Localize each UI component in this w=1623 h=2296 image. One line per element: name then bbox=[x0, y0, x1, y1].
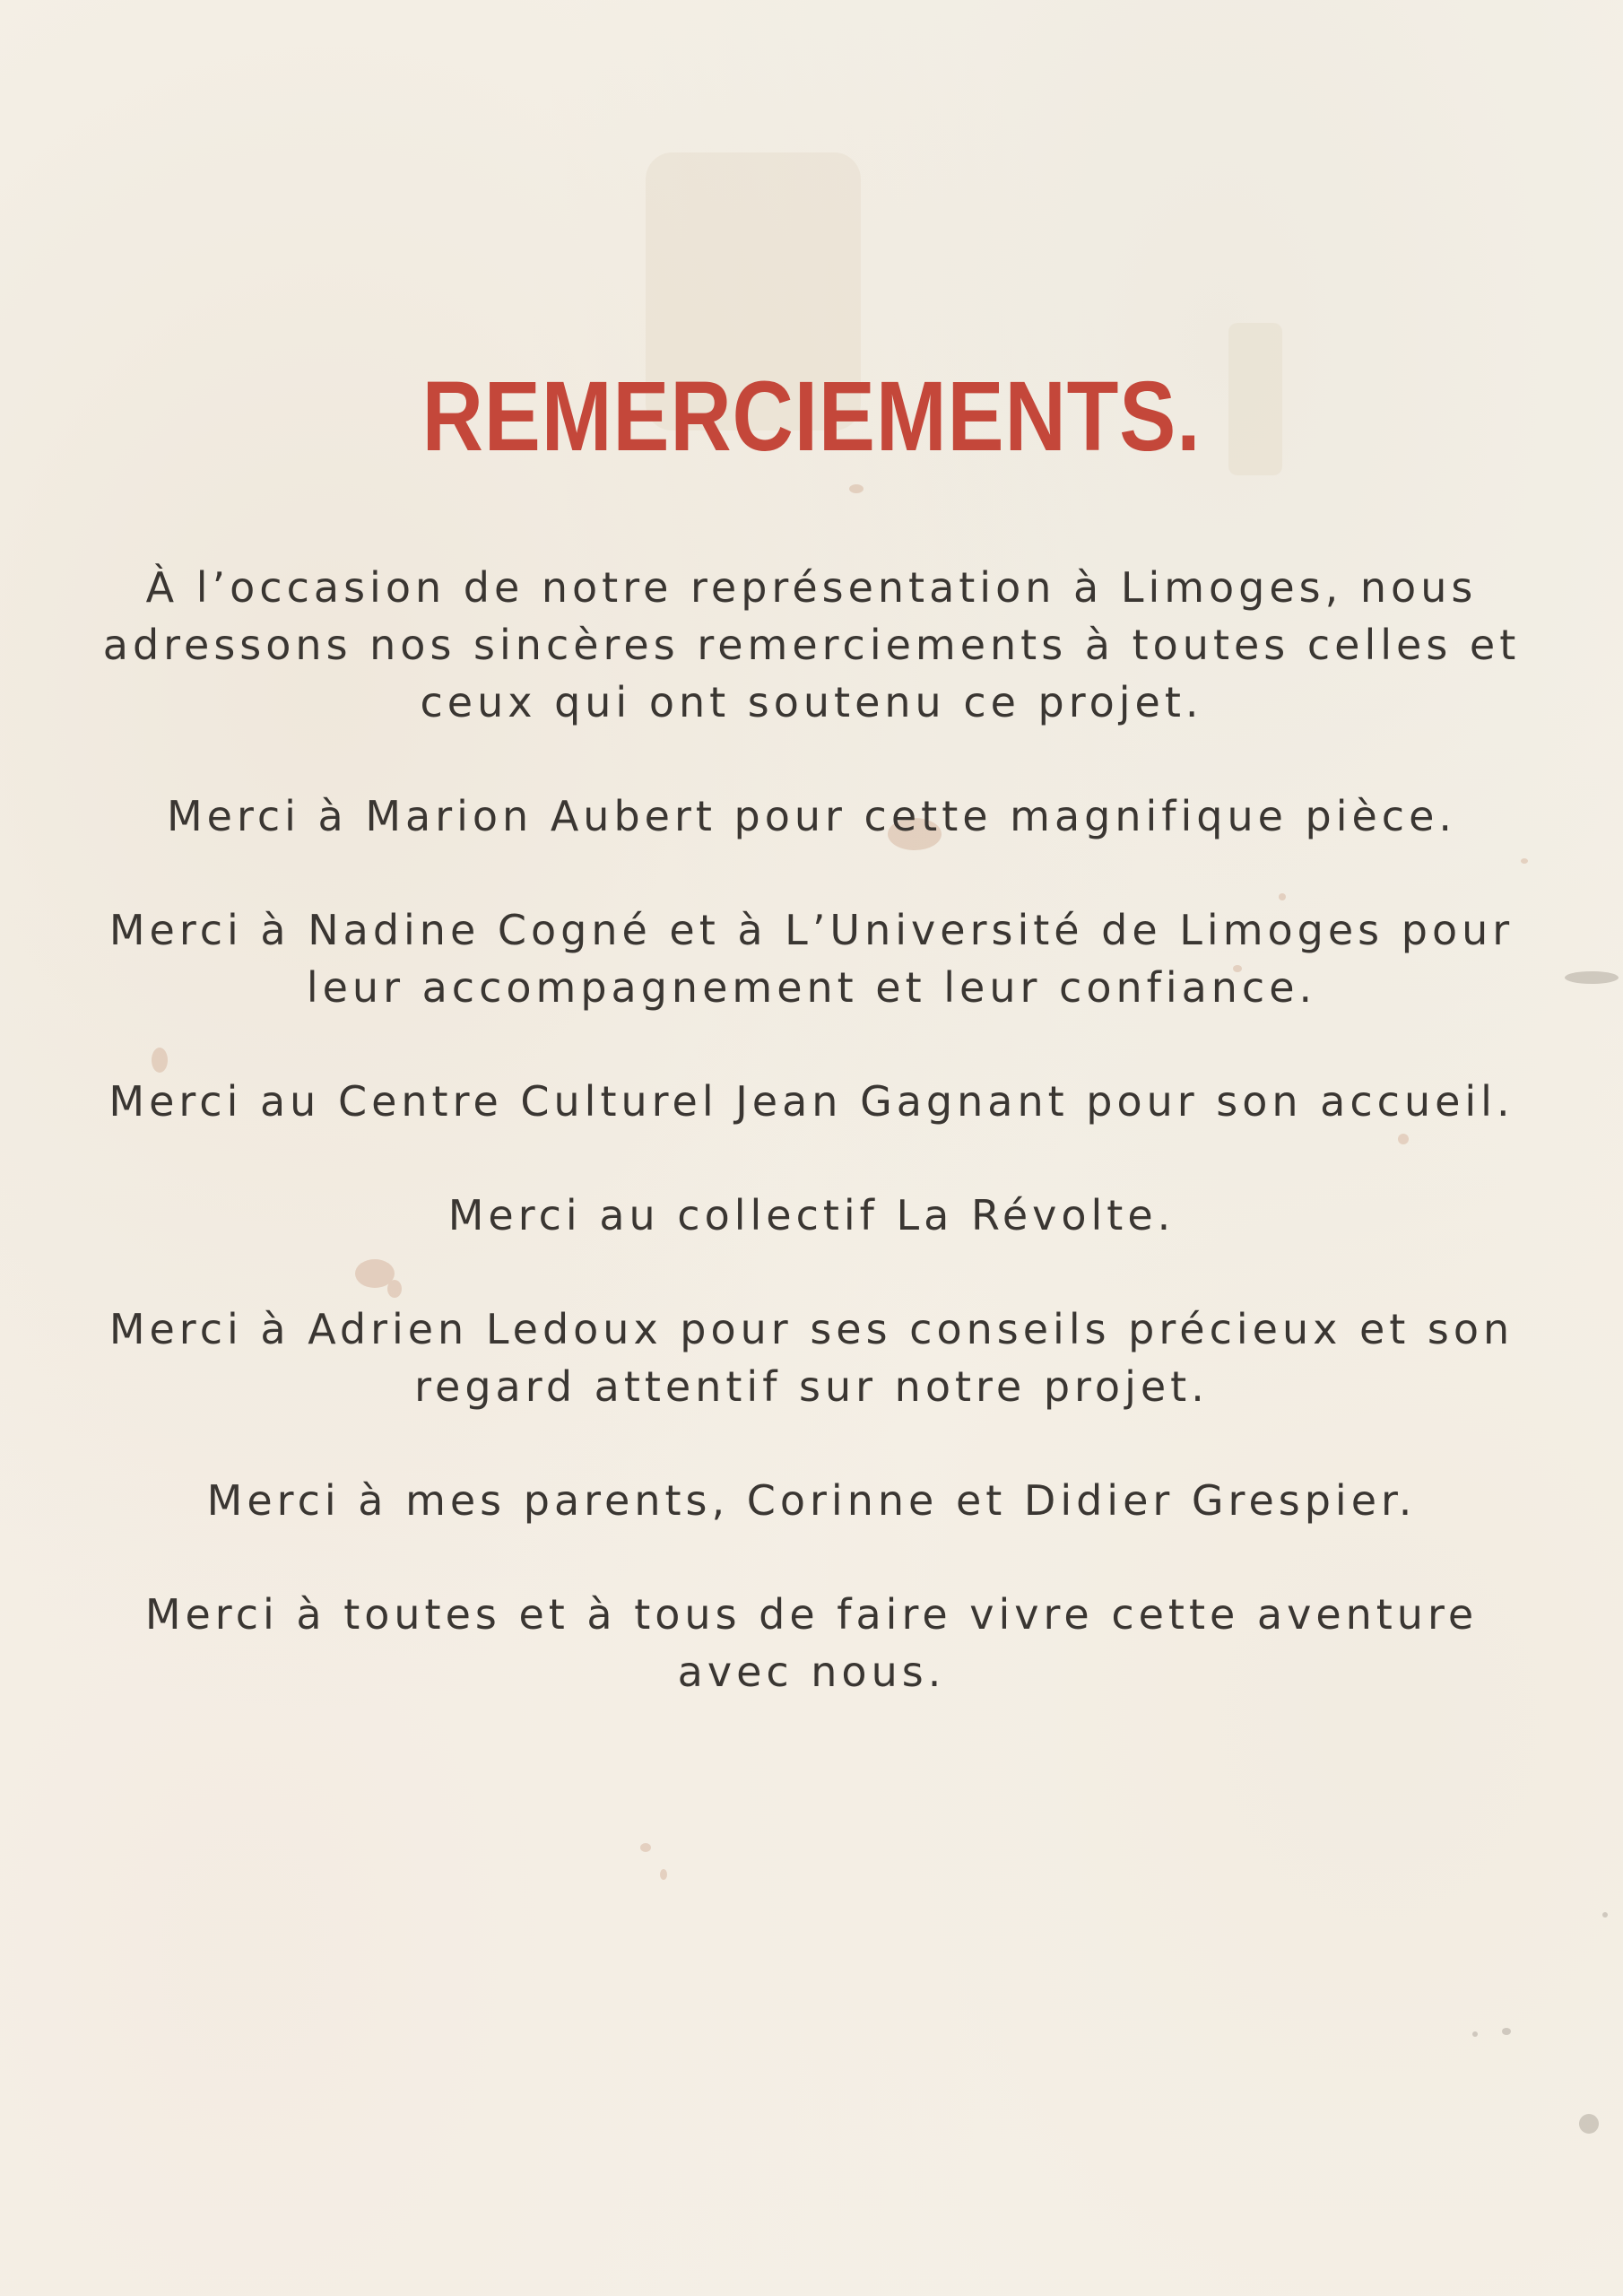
page-title: REMERCIEMENTS. bbox=[421, 361, 1202, 472]
paragraph-thanks: Merci à Adrien Ledoux pour ses conseils précieux et son regard attentif sur notre projet. bbox=[108, 1305, 1515, 1411]
thanks-text bbox=[90, 559, 1533, 1757]
paragraph-thanks: Merci au collectif La Révolte. bbox=[447, 1191, 1176, 1239]
paragraph-thanks: Merci à Nadine Cogné et à L’Université de Limoges pour leur accompagnement et leur confiance. bbox=[108, 906, 1515, 1012]
paragraph-thanks: Merci au Centre Culturel Jean Gagnant pour son accueil. bbox=[108, 1077, 1515, 1126]
paragraph-closing: Merci à toutes et à tous de faire vivre cette aventure avec nous. bbox=[144, 1590, 1479, 1696]
paragraph-thanks: Merci à mes parents, Corinne et Didier Grespier. bbox=[206, 1476, 1417, 1525]
paragraph-thanks: Merci à Marion Aubert pour cette magnifique pièce. bbox=[166, 792, 1457, 840]
paragraph-intro: À l’occasion de notre représentation à Limoges, nous adressons nos sincères remerciements à toutes celles et ceux qui ont soutenu ce projet. bbox=[102, 563, 1521, 726]
